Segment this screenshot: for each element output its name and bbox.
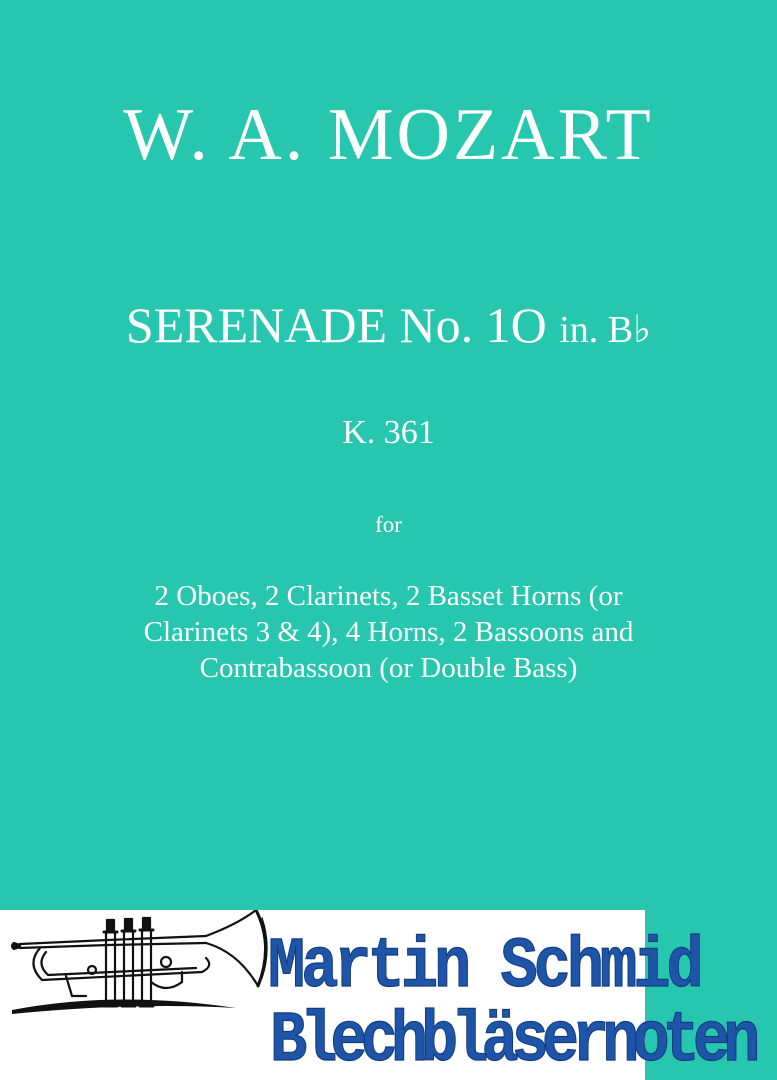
catalog-number: K. 361: [342, 414, 435, 451]
publisher-tagline: Blechbläsernoten: [270, 1000, 754, 1080]
work-title-key: in. B♭: [559, 309, 652, 351]
work-title-main: SERENADE No. 1O: [125, 297, 547, 353]
for-label: for: [375, 512, 402, 537]
work-title: [0, 297, 777, 353]
instrumentation-line: 2 Oboes, 2 Clarinets, 2 Basset Horns (or: [154, 580, 623, 612]
trumpet-icon: [6, 910, 284, 1030]
instrumentation-line: Contrabassoon (or Double Bass): [199, 652, 578, 684]
instrumentation-line: Clarinets 3 & 4), 4 Horns, 2 Bassoons and: [143, 616, 634, 648]
publisher-logo-banner: [0, 910, 754, 1080]
composer-name: W. A. MOZART: [123, 94, 654, 176]
instrumentation-text: [70, 578, 707, 686]
publisher-name: Martin Schmid: [268, 926, 700, 1008]
